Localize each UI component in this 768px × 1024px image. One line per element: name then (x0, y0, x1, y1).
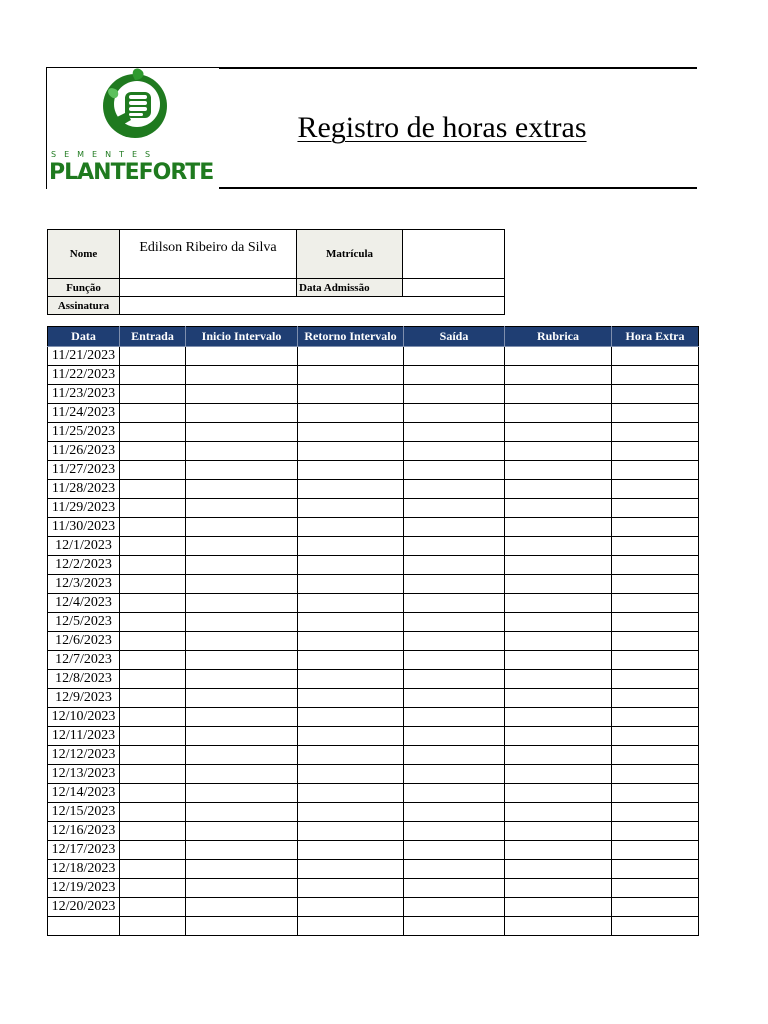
table-row (48, 442, 699, 461)
entrada-cell[interactable] (120, 917, 186, 936)
saida-cell[interactable] (404, 879, 505, 898)
date-cell: 12/2/2023 (48, 556, 120, 575)
table-row (48, 670, 699, 689)
inicio-intervalo-cell[interactable] (186, 841, 298, 860)
retorno-intervalo-cell[interactable] (298, 632, 404, 651)
entrada-cell[interactable] (120, 480, 186, 499)
date-cell: 12/18/2023 (48, 860, 120, 879)
hora-extra-cell[interactable] (612, 860, 699, 879)
entrada-cell[interactable] (120, 803, 186, 822)
inicio-intervalo-cell[interactable] (186, 518, 298, 537)
table-row (48, 480, 699, 499)
saida-cell[interactable] (404, 556, 505, 575)
table-row (48, 917, 699, 936)
hora-extra-cell[interactable] (612, 518, 699, 537)
saida-cell[interactable] (404, 594, 505, 613)
entrada-cell[interactable] (120, 442, 186, 461)
rubrica-cell[interactable] (505, 708, 612, 727)
table-row (48, 499, 699, 518)
saida-cell[interactable] (404, 803, 505, 822)
rubrica-cell[interactable] (505, 480, 612, 499)
retorno-intervalo-cell[interactable] (298, 556, 404, 575)
column-header: Retorno Intervalo (298, 327, 404, 347)
hora-extra-cell[interactable] (612, 822, 699, 841)
entrada-cell[interactable] (120, 613, 186, 632)
rubrica-cell[interactable] (505, 366, 612, 385)
entrada-cell[interactable] (120, 822, 186, 841)
hora-extra-cell[interactable] (612, 613, 699, 632)
inicio-intervalo-cell[interactable] (186, 632, 298, 651)
table-row (48, 651, 699, 670)
title-bottom-rule (219, 187, 697, 189)
table-row (48, 746, 699, 765)
brand-top: SEMENTES (51, 150, 159, 159)
table-row (48, 632, 699, 651)
retorno-intervalo-cell[interactable] (298, 594, 404, 613)
saida-cell[interactable] (404, 480, 505, 499)
retorno-intervalo-cell[interactable] (298, 423, 404, 442)
saida-cell[interactable] (404, 613, 505, 632)
hora-extra-cell[interactable] (612, 803, 699, 822)
date-cell: 12/1/2023 (48, 537, 120, 556)
retorno-intervalo-cell[interactable] (298, 366, 404, 385)
hora-extra-cell[interactable] (612, 765, 699, 784)
table-row (48, 518, 699, 537)
name-field[interactable]: Edilson Ribeiro da Silva (120, 230, 297, 279)
inicio-intervalo-cell[interactable] (186, 442, 298, 461)
table-row (48, 803, 699, 822)
inicio-intervalo-cell[interactable] (186, 594, 298, 613)
rubrica-cell[interactable] (505, 518, 612, 537)
date-cell: 12/19/2023 (48, 879, 120, 898)
inicio-intervalo-cell[interactable] (186, 423, 298, 442)
hora-extra-cell[interactable] (612, 879, 699, 898)
retorno-intervalo-cell[interactable] (298, 575, 404, 594)
hora-extra-cell[interactable] (612, 917, 699, 936)
retorno-intervalo-cell[interactable] (298, 822, 404, 841)
retorno-intervalo-cell[interactable] (298, 385, 404, 404)
entrada-cell[interactable] (120, 689, 186, 708)
rubrica-cell[interactable] (505, 575, 612, 594)
table-row (48, 879, 699, 898)
entrada-cell[interactable] (120, 518, 186, 537)
rubrica-cell[interactable] (505, 917, 612, 936)
retorno-intervalo-cell[interactable] (298, 347, 404, 366)
retorno-intervalo-cell[interactable] (298, 518, 404, 537)
column-header: Rubrica (505, 327, 612, 347)
column-header: Data (48, 327, 120, 347)
saida-cell[interactable] (404, 499, 505, 518)
admissao-field[interactable] (403, 279, 505, 297)
inicio-intervalo-cell[interactable] (186, 499, 298, 518)
hora-extra-cell[interactable] (612, 708, 699, 727)
table-row (48, 822, 699, 841)
date-cell: 11/23/2023 (48, 385, 120, 404)
inicio-intervalo-cell[interactable] (186, 670, 298, 689)
table-row (48, 347, 699, 366)
retorno-intervalo-cell[interactable] (298, 765, 404, 784)
hora-extra-cell[interactable] (612, 841, 699, 860)
employee-info-table (47, 229, 505, 315)
saida-cell[interactable] (404, 385, 505, 404)
inicio-intervalo-cell[interactable] (186, 803, 298, 822)
table-row (48, 784, 699, 803)
hora-extra-cell[interactable] (612, 632, 699, 651)
hora-extra-cell[interactable] (612, 442, 699, 461)
table-row (48, 860, 699, 879)
entrada-cell[interactable] (120, 461, 186, 480)
hora-extra-cell[interactable] (612, 556, 699, 575)
date-cell: 12/16/2023 (48, 822, 120, 841)
entrada-cell[interactable] (120, 423, 186, 442)
saida-cell[interactable] (404, 518, 505, 537)
retorno-intervalo-cell[interactable] (298, 613, 404, 632)
table-row (48, 898, 699, 917)
entrada-cell[interactable] (120, 594, 186, 613)
retorno-intervalo-cell[interactable] (298, 746, 404, 765)
inicio-intervalo-cell[interactable] (186, 860, 298, 879)
inicio-intervalo-cell[interactable] (186, 613, 298, 632)
date-cell: 12/8/2023 (48, 670, 120, 689)
table-row (48, 841, 699, 860)
date-cell: 11/30/2023 (48, 518, 120, 537)
entrada-cell[interactable] (120, 575, 186, 594)
retorno-intervalo-cell[interactable] (298, 860, 404, 879)
inicio-intervalo-cell[interactable] (186, 689, 298, 708)
inicio-intervalo-cell[interactable] (186, 727, 298, 746)
hora-extra-cell[interactable] (612, 784, 699, 803)
rubrica-cell[interactable] (505, 594, 612, 613)
saida-cell[interactable] (404, 898, 505, 917)
inicio-intervalo-cell[interactable] (186, 879, 298, 898)
assinatura-field[interactable] (120, 297, 505, 315)
date-cell: 11/26/2023 (48, 442, 120, 461)
retorno-intervalo-cell[interactable] (298, 651, 404, 670)
retorno-intervalo-cell[interactable] (298, 499, 404, 518)
saida-cell[interactable] (404, 746, 505, 765)
entrada-cell[interactable] (120, 632, 186, 651)
admissao-label: Data Admissão (297, 279, 403, 297)
date-cell: 12/3/2023 (48, 575, 120, 594)
funcao-field[interactable] (120, 279, 297, 297)
retorno-intervalo-cell[interactable] (298, 404, 404, 423)
date-cell: 12/12/2023 (48, 746, 120, 765)
column-header: Inicio Intervalo (186, 327, 298, 347)
date-cell: 12/11/2023 (48, 727, 120, 746)
rubrica-cell[interactable] (505, 442, 612, 461)
saida-cell[interactable] (404, 442, 505, 461)
saida-cell[interactable] (404, 689, 505, 708)
saida-cell[interactable] (404, 917, 505, 936)
entrada-cell[interactable] (120, 898, 186, 917)
column-header: Hora Extra (612, 327, 699, 347)
table-row (48, 727, 699, 746)
hora-extra-cell[interactable] (612, 651, 699, 670)
retorno-intervalo-cell[interactable] (298, 917, 404, 936)
entrada-cell[interactable] (120, 784, 186, 803)
hora-extra-cell[interactable] (612, 575, 699, 594)
date-cell: 12/13/2023 (48, 765, 120, 784)
name-label: Nome (48, 230, 120, 279)
date-cell: 12/7/2023 (48, 651, 120, 670)
rubrica-cell[interactable] (505, 822, 612, 841)
saida-cell[interactable] (404, 461, 505, 480)
date-cell: 12/9/2023 (48, 689, 120, 708)
retorno-intervalo-cell[interactable] (298, 898, 404, 917)
hora-extra-cell[interactable] (612, 423, 699, 442)
entrada-cell[interactable] (120, 385, 186, 404)
retorno-intervalo-cell[interactable] (298, 442, 404, 461)
entrada-cell[interactable] (120, 670, 186, 689)
rubrica-cell[interactable] (505, 404, 612, 423)
table-row (48, 537, 699, 556)
retorno-intervalo-cell[interactable] (298, 689, 404, 708)
table-row (48, 575, 699, 594)
date-cell: 11/24/2023 (48, 404, 120, 423)
overtime-table (47, 326, 699, 936)
hora-extra-cell[interactable] (612, 385, 699, 404)
entrada-cell[interactable] (120, 366, 186, 385)
entrada-cell[interactable] (120, 879, 186, 898)
entrada-cell[interactable] (120, 746, 186, 765)
inicio-intervalo-cell[interactable] (186, 537, 298, 556)
retorno-intervalo-cell[interactable] (298, 670, 404, 689)
inicio-intervalo-cell[interactable] (186, 917, 298, 936)
entrada-cell[interactable] (120, 841, 186, 860)
inicio-intervalo-cell[interactable] (186, 765, 298, 784)
saida-cell[interactable] (404, 537, 505, 556)
saida-cell[interactable] (404, 708, 505, 727)
inicio-intervalo-cell[interactable] (186, 746, 298, 765)
rubrica-cell[interactable] (505, 423, 612, 442)
matricula-field[interactable] (403, 230, 505, 279)
table-row (48, 461, 699, 480)
retorno-intervalo-cell[interactable] (298, 841, 404, 860)
saida-cell[interactable] (404, 670, 505, 689)
hora-extra-cell[interactable] (612, 594, 699, 613)
entrada-cell[interactable] (120, 556, 186, 575)
retorno-intervalo-cell[interactable] (298, 537, 404, 556)
entrada-cell[interactable] (120, 537, 186, 556)
hora-extra-cell[interactable] (612, 404, 699, 423)
date-cell: 11/25/2023 (48, 423, 120, 442)
rubrica-cell[interactable] (505, 670, 612, 689)
rubrica-cell[interactable] (505, 385, 612, 404)
column-header: Entrada (120, 327, 186, 347)
rubrica-cell[interactable] (505, 556, 612, 575)
retorno-intervalo-cell[interactable] (298, 784, 404, 803)
table-row (48, 765, 699, 784)
hora-extra-cell[interactable] (612, 366, 699, 385)
matricula-label: Matrícula (297, 230, 403, 279)
rubrica-cell[interactable] (505, 765, 612, 784)
date-cell: 12/14/2023 (48, 784, 120, 803)
assinatura-label: Assinatura (48, 297, 120, 315)
retorno-intervalo-cell[interactable] (298, 480, 404, 499)
entrada-cell[interactable] (120, 708, 186, 727)
hora-extra-cell[interactable] (612, 689, 699, 708)
rubrica-cell[interactable] (505, 632, 612, 651)
rubrica-cell[interactable] (505, 841, 612, 860)
saida-cell[interactable] (404, 765, 505, 784)
rubrica-cell[interactable] (505, 784, 612, 803)
table-header-row (48, 327, 699, 347)
inicio-intervalo-cell[interactable] (186, 651, 298, 670)
hora-extra-cell[interactable] (612, 537, 699, 556)
table-row (48, 613, 699, 632)
hora-extra-cell[interactable] (612, 347, 699, 366)
table-row (48, 594, 699, 613)
page-title: Registro de horas extras (297, 111, 587, 144)
entrada-cell[interactable] (120, 860, 186, 879)
table-row (48, 689, 699, 708)
rubrica-cell[interactable] (505, 651, 612, 670)
saida-cell[interactable] (404, 632, 505, 651)
entrada-cell[interactable] (120, 404, 186, 423)
saida-cell[interactable] (404, 860, 505, 879)
inicio-intervalo-cell[interactable] (186, 556, 298, 575)
saida-cell[interactable] (404, 822, 505, 841)
rubrica-cell[interactable] (505, 879, 612, 898)
hora-extra-cell[interactable] (612, 727, 699, 746)
date-cell: 12/17/2023 (48, 841, 120, 860)
entrada-cell[interactable] (120, 347, 186, 366)
date-cell: 11/27/2023 (48, 461, 120, 480)
table-row (48, 708, 699, 727)
date-cell: 11/28/2023 (48, 480, 120, 499)
brand-name: PLANTEFORTE (49, 160, 214, 185)
table-row (48, 423, 699, 442)
inicio-intervalo-cell[interactable] (186, 366, 298, 385)
entrada-cell[interactable] (120, 499, 186, 518)
inicio-intervalo-cell[interactable] (186, 385, 298, 404)
date-cell: 12/5/2023 (48, 613, 120, 632)
column-header: Saída (404, 327, 505, 347)
table-body (48, 347, 699, 936)
rubrica-cell[interactable] (505, 860, 612, 879)
rubrica-cell[interactable] (505, 689, 612, 708)
entrada-cell[interactable] (120, 727, 186, 746)
table-row (48, 556, 699, 575)
entrada-cell[interactable] (120, 765, 186, 784)
table-row (48, 366, 699, 385)
logo (46, 67, 219, 189)
inicio-intervalo-cell[interactable] (186, 784, 298, 803)
retorno-intervalo-cell[interactable] (298, 727, 404, 746)
rubrica-cell[interactable] (505, 499, 612, 518)
saida-cell[interactable] (404, 727, 505, 746)
title-top-rule (219, 67, 697, 69)
rubrica-cell[interactable] (505, 461, 612, 480)
hora-extra-cell[interactable] (612, 898, 699, 917)
rubrica-cell[interactable] (505, 746, 612, 765)
hora-extra-cell[interactable] (612, 670, 699, 689)
saida-cell[interactable] (404, 366, 505, 385)
date-cell: 11/22/2023 (48, 366, 120, 385)
rubrica-cell[interactable] (505, 537, 612, 556)
rubrica-cell[interactable] (505, 347, 612, 366)
hora-extra-cell[interactable] (612, 499, 699, 518)
date-cell: 12/10/2023 (48, 708, 120, 727)
date-cell (48, 917, 120, 936)
retorno-intervalo-cell[interactable] (298, 461, 404, 480)
entrada-cell[interactable] (120, 651, 186, 670)
hora-extra-cell[interactable] (612, 480, 699, 499)
date-cell: 11/21/2023 (48, 347, 120, 366)
saida-cell[interactable] (404, 575, 505, 594)
date-cell: 12/15/2023 (48, 803, 120, 822)
inicio-intervalo-cell[interactable] (186, 480, 298, 499)
inicio-intervalo-cell[interactable] (186, 898, 298, 917)
inicio-intervalo-cell[interactable] (186, 347, 298, 366)
table-row (48, 385, 699, 404)
date-cell: 11/29/2023 (48, 499, 120, 518)
saida-cell[interactable] (404, 404, 505, 423)
retorno-intervalo-cell[interactable] (298, 803, 404, 822)
funcao-label: Função (48, 279, 120, 297)
retorno-intervalo-cell[interactable] (298, 879, 404, 898)
saida-cell[interactable] (404, 841, 505, 860)
rubrica-cell[interactable] (505, 727, 612, 746)
hora-extra-cell[interactable] (612, 746, 699, 765)
inicio-intervalo-cell[interactable] (186, 461, 298, 480)
date-cell: 12/20/2023 (48, 898, 120, 917)
saida-cell[interactable] (404, 784, 505, 803)
inicio-intervalo-cell[interactable] (186, 822, 298, 841)
header (46, 67, 697, 190)
saida-cell[interactable] (404, 423, 505, 442)
inicio-intervalo-cell[interactable] (186, 708, 298, 727)
table-row (48, 404, 699, 423)
rubrica-cell[interactable] (505, 613, 612, 632)
retorno-intervalo-cell[interactable] (298, 708, 404, 727)
hora-extra-cell[interactable] (612, 461, 699, 480)
inicio-intervalo-cell[interactable] (186, 575, 298, 594)
date-cell: 12/6/2023 (48, 632, 120, 651)
rubrica-cell[interactable] (505, 803, 612, 822)
date-cell: 12/4/2023 (48, 594, 120, 613)
saida-cell[interactable] (404, 347, 505, 366)
saida-cell[interactable] (404, 651, 505, 670)
rubrica-cell[interactable] (505, 898, 612, 917)
inicio-intervalo-cell[interactable] (186, 404, 298, 423)
